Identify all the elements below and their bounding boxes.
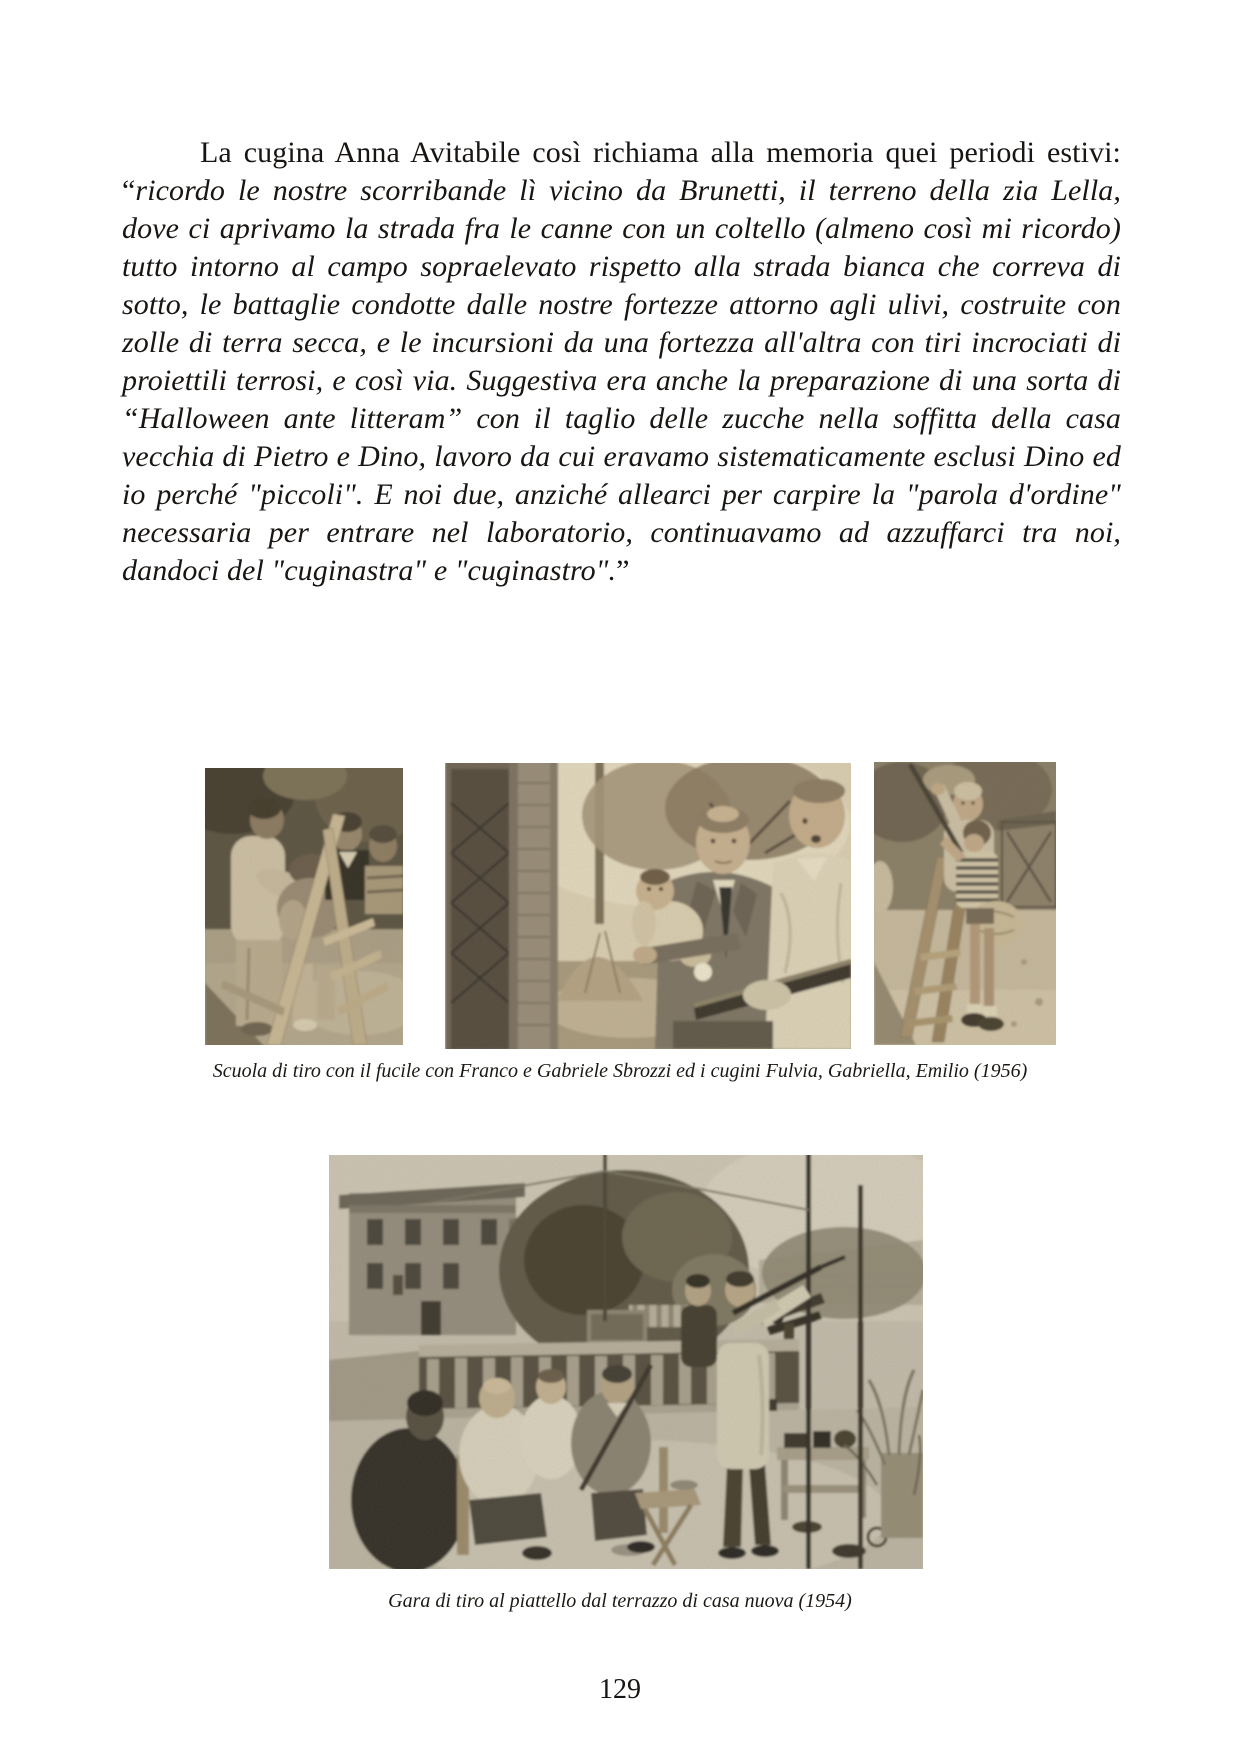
photo-terrace-shooting [329, 1155, 923, 1569]
photo-girl-with-rifle [874, 762, 1056, 1045]
photo-man-with-baby [445, 763, 851, 1049]
paragraph-quote-italic: ricordo le nostre scorribande lì vicino da Brunetti, il terreno della zia Lella, dove ci aprivamo la strada fra le canne con un coltello (almeno così mi ricordo) tutto intorno al campo sopraelevato rispetto alla strada bianca che correva di sotto, le battaglie condotte dalle nostre fortezze attorno agli ulivi, costruite con zolle di terra secca, e le incursioni da una fortezza all'altra con tiri incrociati di proiettili terrosi, e così via. Suggestiva era anche la preparazione di una sorta di “Halloween ante litteram” con il taglio delle zucche nella soffitta della casa vecchia di Pietro e Dino, lavoro da cui eravamo sistematicamente esclusi Dino ed io perché "piccoli". E noi due, anziché allearci per carpire la "parola d'ordine" necessaria per entrare nel laboratorio, continuavamo ad azzuffarci tra noi, dandoci del "cuginastra" e "cuginastro". [122, 174, 1121, 587]
photo-row-caption: Scuola di tiro con il fucile con Franco e Gabriele Sbrozzi ed i cugini Fulvia, Gabriella, Emilio (1956) [212, 1060, 1028, 1082]
page-number: 129 [599, 1674, 641, 1705]
photo-large-caption: Gara di tiro al piattello dal terrazzo di casa nuova (1954) [388, 1590, 852, 1612]
photo-trestle-group [205, 768, 403, 1045]
paragraph-closing-quote: ” [616, 554, 630, 587]
paragraph-lead: La cugina Anna Avitabile così richiama alla memoria quei periodi estivi: “ [122, 136, 1121, 207]
body-paragraph [122, 134, 1121, 590]
